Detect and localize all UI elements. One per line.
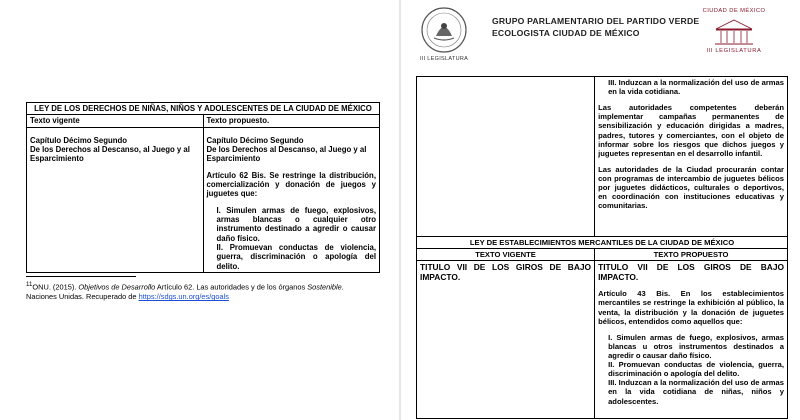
table-title: LEY DE ESTABLECIMIENTOS MERCANTILES DE LA CIUDAD DE MÉXICO — [417, 237, 788, 249]
article-43-bis: Artículo 43 Bis. En los establecimientos mercantiles se restringe la exhibición al público, la venta, la distribución y la donación de juguetes bélicos, entendidos como aquellos que: — [598, 289, 784, 326]
page-divider — [399, 0, 401, 420]
propuesto-chapter: Capítulo Décimo Segundo — [206, 135, 304, 145]
column-header-propuesto: Texto propuesto. — [203, 115, 380, 127]
vigente-cell — [417, 261, 595, 419]
continuation-para-1: Las autoridades competentes deberán implementar campañas permanentes de sensibilización y educación dirigidas a madres, padres, tutores y comerciantes, con el objeto de informar sobre los riesgos que dichos juegos y juguetes representan en el desarrollo infantil. — [598, 103, 784, 158]
propuesto-cell — [203, 127, 380, 272]
footnote-rule — [26, 276, 136, 277]
footnote — [26, 281, 376, 302]
article-62-bis: Artículo 62 Bis. Se restringe la distribución, comercialización y donación de juegos y juguetes que: — [206, 170, 376, 199]
vigente-cell — [27, 127, 204, 272]
column-header-propuesto: TEXTO PROPUESTO — [595, 249, 788, 261]
law-comparison-table-ninas-ninos — [26, 102, 380, 273]
seal-caption: III LEGISLATURA — [420, 56, 469, 62]
party-title: GRUPO PARLAMENTARIO DEL PARTIDO VERDE ECOLOGISTA CIUDAD DE MÉXICO — [492, 16, 700, 38]
footnote-text-mid: Artículo 62. Las autoridades y de los órganos — [155, 282, 308, 292]
article-item-2: II. Promuevan conductas de violencia, guerra, discriminación o apología del delito. — [608, 360, 784, 379]
vigente-chapter-name: De los Derechos al Descanso, al Juego y al Esparcimiento — [30, 145, 190, 164]
cdmx-logo-bottom-text: III LEGISLATURA — [706, 48, 762, 54]
column-header-vigente: Texto vigente — [27, 115, 204, 127]
page-header — [402, 0, 800, 70]
footnote-text-after: Naciones Unidas. Recuperado de — [26, 292, 139, 302]
continuation-propuesto-cell — [595, 77, 788, 237]
vigente-title: TITULO VII DE LOS GIROS DE BAJO IMPACTO. — [420, 262, 592, 283]
congress-building-icon — [712, 17, 756, 47]
vigente-chapter: Capítulo Décimo Segundo — [30, 135, 128, 145]
continuation-vigente-cell — [417, 77, 595, 237]
footnote-link[interactable]: https://sdgs.un.org/es/goals — [138, 292, 229, 302]
article-item-2: II. Promuevan conductas de violencia, guerra, discriminación o apología del delito. — [216, 243, 376, 271]
footnote-italic-2: Sostenible. — [307, 282, 344, 292]
continuation-item-3: III. Induzcan a la normalización del uso de armas en la vida cotidiana. — [608, 78, 784, 97]
article-item-1: I. Simulen armas de fuego, explosivos, armas blancas o cualquier otro instrumento destinado a agredir o causar daño físico. — [216, 205, 376, 243]
footnote-text: ONU. (2015). — [32, 282, 79, 292]
continuation-para-2: Las autoridades de la Ciudad procurarán contar con programas de intercambio de juguetes bélicos por juguetes didácticos, culturales o deportivos, en coordinación con instituciones educativas y comunitarias. — [598, 164, 784, 211]
article-item-1: I. Simulen armas de fuego, explosivos, armas blancas u otros instrumentos destinados a agredir o causar daño físico. — [608, 332, 784, 361]
propuesto-cell — [595, 261, 788, 419]
propuesto-title: TITULO VII DE LOS GIROS DE BAJO IMPACTO. — [598, 262, 784, 283]
right-page — [402, 0, 800, 420]
national-seal-icon — [420, 6, 468, 54]
article-item-3: III. Induzcan a la normalización del uso de armas en la vida cotidiana de niñas, niños y adolescentes. — [608, 378, 784, 406]
left-page — [0, 0, 398, 420]
propuesto-chapter-name: De los Derechos al Descanso, al Juego y al Esparcimiento — [206, 145, 367, 164]
column-header-vigente: TEXTO VIGENTE — [417, 249, 595, 261]
law-comparison-table-establecimientos — [416, 236, 788, 419]
footnote-italic-title: Objetivos de Desarrollo — [78, 282, 156, 292]
table-title: LEY DE LOS DERECHOS DE NIÑAS, NIÑOS Y ADOLESCENTES DE LA CIUDAD DE MÉXICO — [27, 103, 380, 115]
continuation-table — [416, 76, 788, 237]
cdmx-logo-top-text: CIUDAD DE MÉXICO — [702, 8, 766, 14]
congress-logo — [684, 4, 784, 64]
footnote-number: 11 — [26, 281, 33, 288]
